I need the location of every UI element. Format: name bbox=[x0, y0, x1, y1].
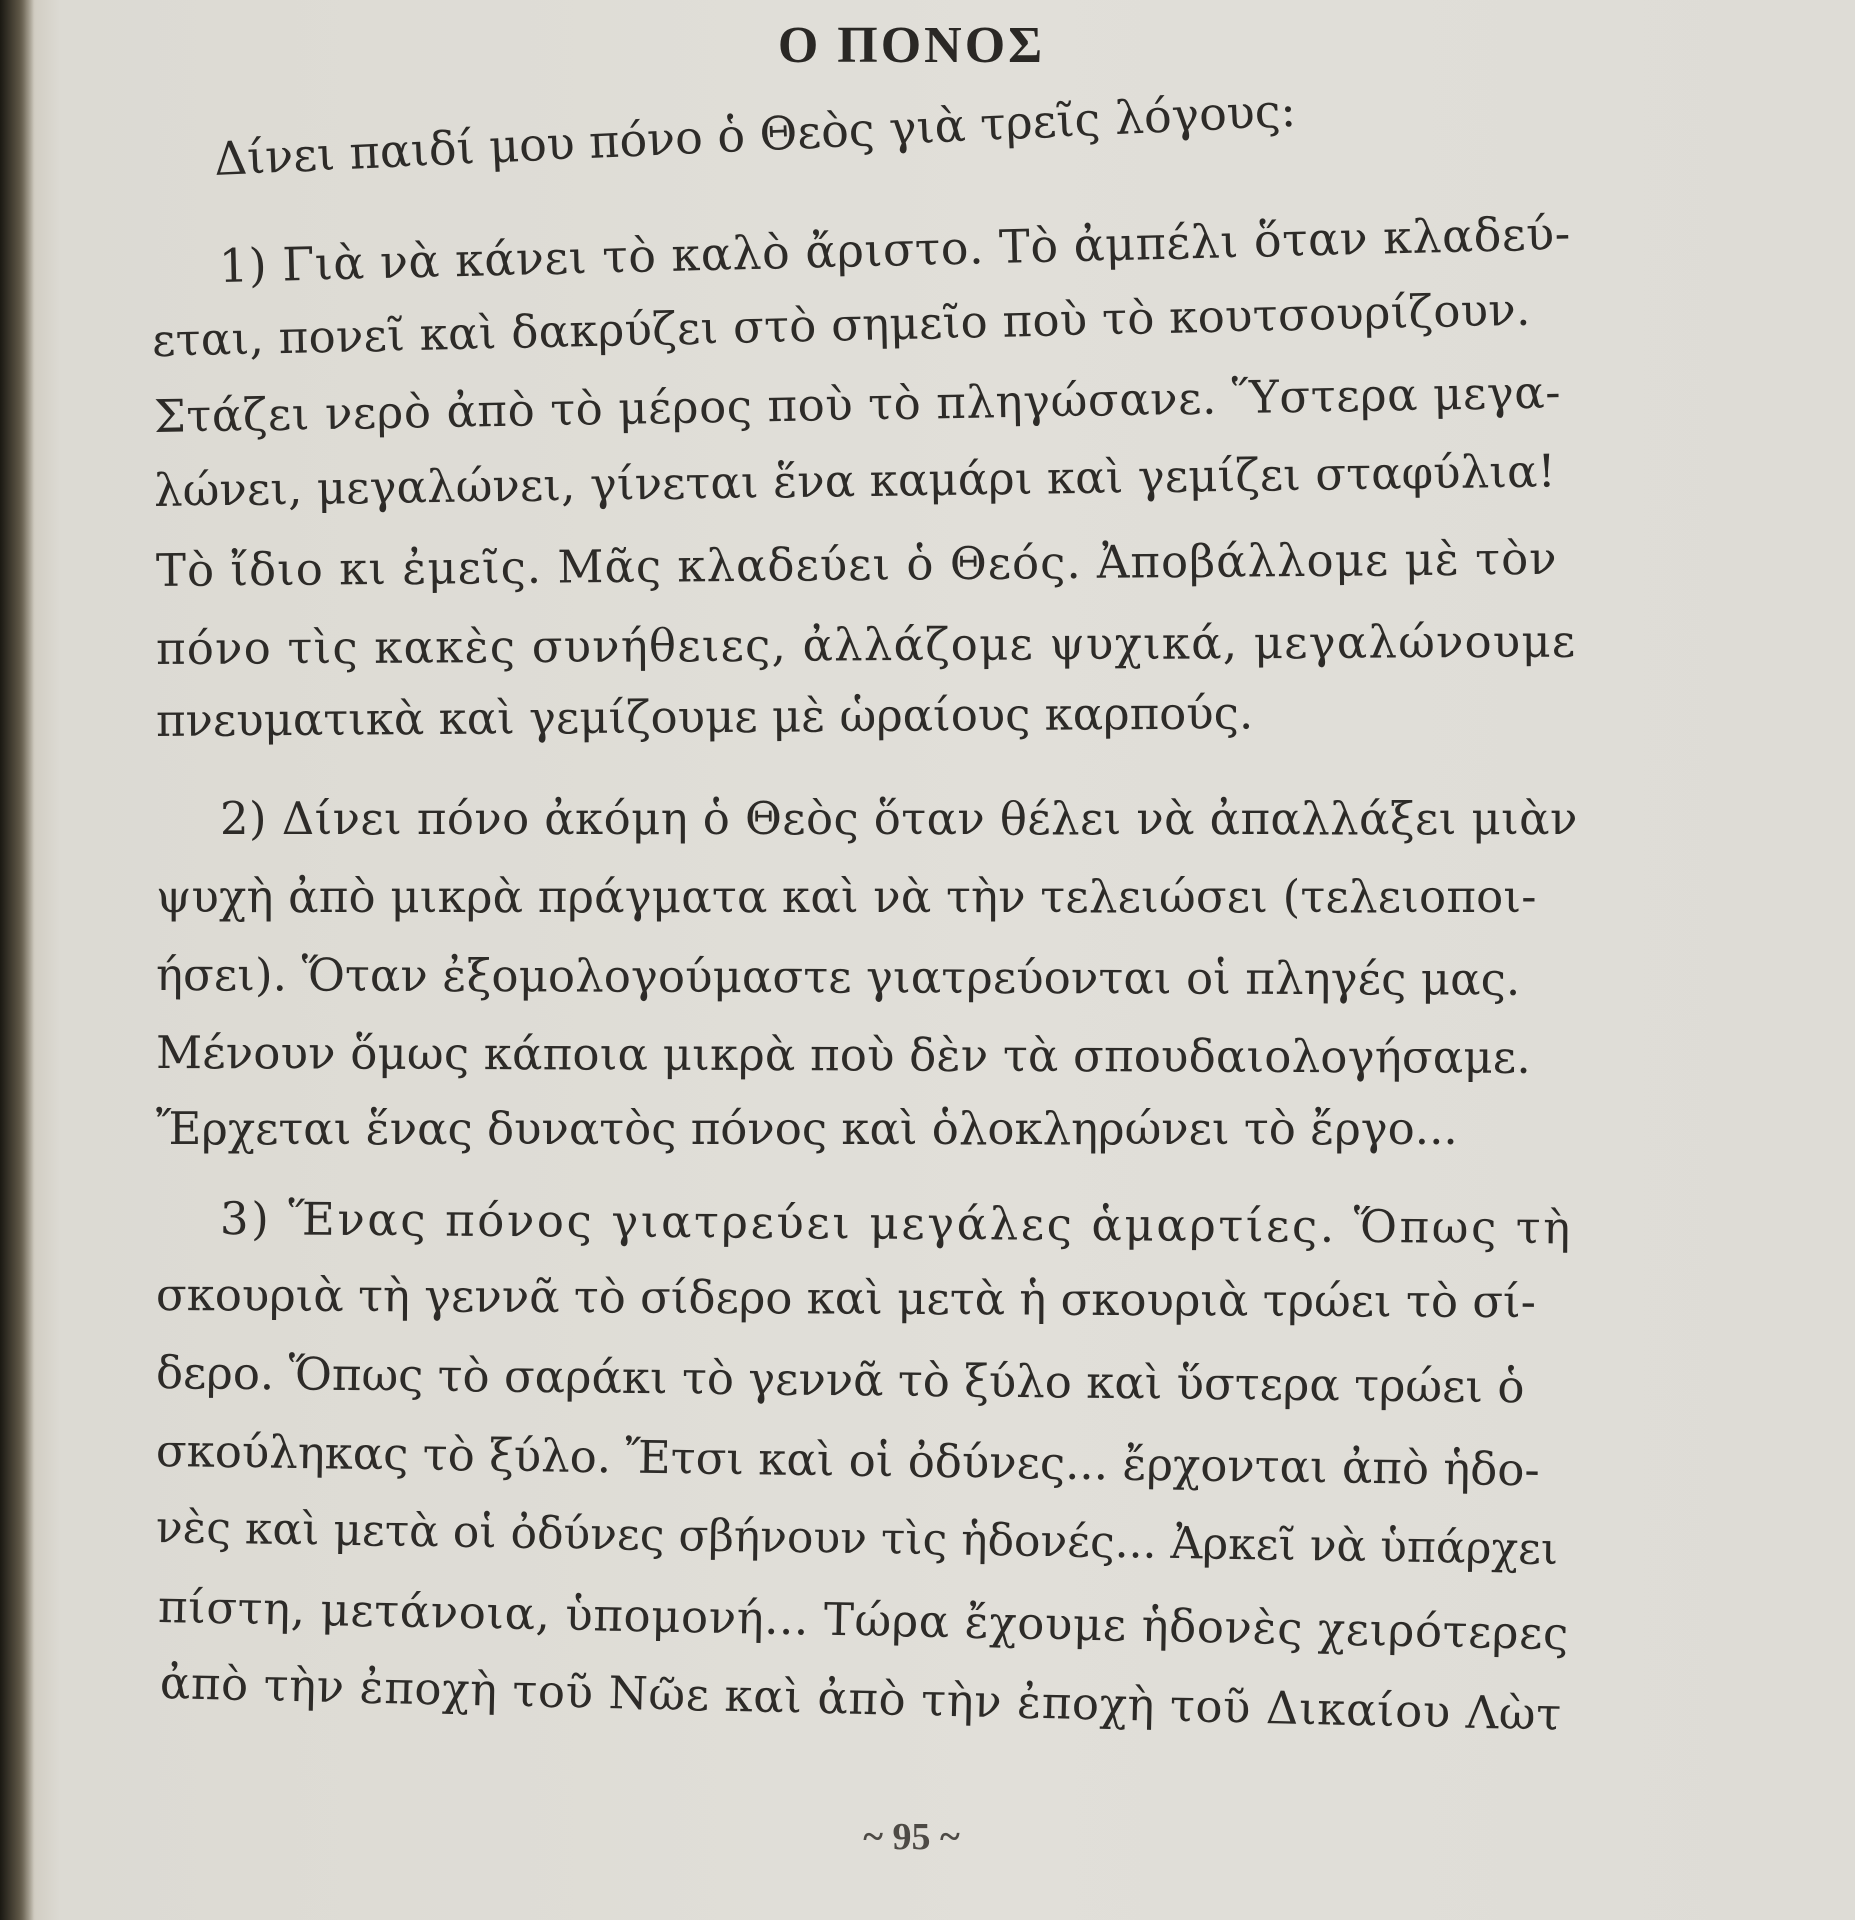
page-number: ~ 95 ~ bbox=[863, 1816, 960, 1858]
book-spine-shadow bbox=[0, 0, 34, 1920]
text-line: Μένουν ὅμως κάποια μικρὰ ποὺ δὲν τὰ σπουδαιολογήσαμε. bbox=[155, 1026, 1531, 1084]
text-line: πνευματικὰ καὶ γεμίζουμε μὲ ὡραίους καρπούς. bbox=[155, 686, 1254, 747]
text-line: ψυχὴ ἀπὸ μικρὰ πράγματα καὶ νὰ τὴν τελειώσει (τελειοποι- bbox=[156, 870, 1537, 923]
page-title: Ο ΠΟΝΟΣ bbox=[777, 17, 1046, 74]
text-line: 2) Δίνει πόνο ἀκόμη ὁ Θεὸς ὅταν θέλει νὰ ἀπαλλάξει μιὰν bbox=[220, 792, 1578, 845]
text-line: Στάζει νερὸ ἀπὸ τὸ μέρος ποὺ τὸ πληγώσανε. Ὕστερα μεγα- bbox=[153, 365, 1562, 443]
text-line: 3) Ἕνας πόνος γιατρεύει μεγάλες ἁμαρτίες. Ὅπως τὴ bbox=[219, 1192, 1574, 1255]
text-line: δερο. Ὅπως τὸ σαράκι τὸ γεννᾶ τὸ ξύλο καὶ ὕστερα τρώει ὁ bbox=[155, 1346, 1525, 1414]
text-line: ἀπὸ τὴν ἐποχὴ τοῦ Νῶε καὶ ἀπὸ τὴν ἐποχὴ τοῦ Δικαίου Λὼτ bbox=[159, 1656, 1563, 1741]
text-line: Τὸ ἴδιο κι ἐμεῖς. Μᾶς κλαδεύει ὁ Θεός. Ἀποβάλλομε μὲ τὸν bbox=[155, 531, 1558, 597]
text-line: πόνο τὶς κακὲς συνήθειες, ἀλλάζομε ψυχικά, μεγαλώνουμε bbox=[155, 614, 1577, 675]
text-line: Ἔρχεται ἕνας δυνατὸς πόνος καὶ ὁλοκληρώνει τὸ ἔργο... bbox=[156, 1102, 1458, 1155]
text-line: 1) Γιὰ νὰ κάνει τὸ καλὸ ἄριστο. Τὸ ἀμπέλι ὅταν κλαδεύ- bbox=[218, 205, 1572, 293]
text-line: εται, πονεῖ καὶ δακρύζει στὸ σημεῖο ποὺ τὸ κουτσουρίζουν. bbox=[151, 282, 1532, 367]
text-line: Δίνει παιδί μου πόνο ὁ Θεὸς γιὰ τρεῖς λόγους: bbox=[212, 82, 1298, 186]
text-line: πίστη, μετάνοια, ὑπομονή... Τώρα ἔχουμε ἡδονὲς χειρότερες bbox=[157, 1580, 1570, 1661]
text-line: ήσει). Ὅταν ἐξομολογούμαστε γιατρεύονται οἱ πληγές μας. bbox=[155, 948, 1521, 1006]
book-page bbox=[34, 0, 1855, 1920]
text-line: σκουριὰ τὴ γεννᾶ τὸ σίδερο καὶ μετὰ ἡ σκουριὰ τρώει τὸ σί- bbox=[155, 1268, 1537, 1329]
text-line: νὲς καὶ μετὰ οἱ ὀδύνες σβήνουν τὶς ἡδονές... Ἀρκεῖ νὰ ὑπάρχει bbox=[155, 1502, 1559, 1576]
text-line: λώνει, μεγαλώνει, γίνεται ἕνα καμάρι καὶ γεμίζει σταφύλια! bbox=[153, 444, 1557, 517]
text-line: σκούληκας τὸ ξύλο. Ἔτσι καὶ οἱ ὀδύνες... ἔρχονται ἀπὸ ἡδο- bbox=[155, 1424, 1541, 1497]
